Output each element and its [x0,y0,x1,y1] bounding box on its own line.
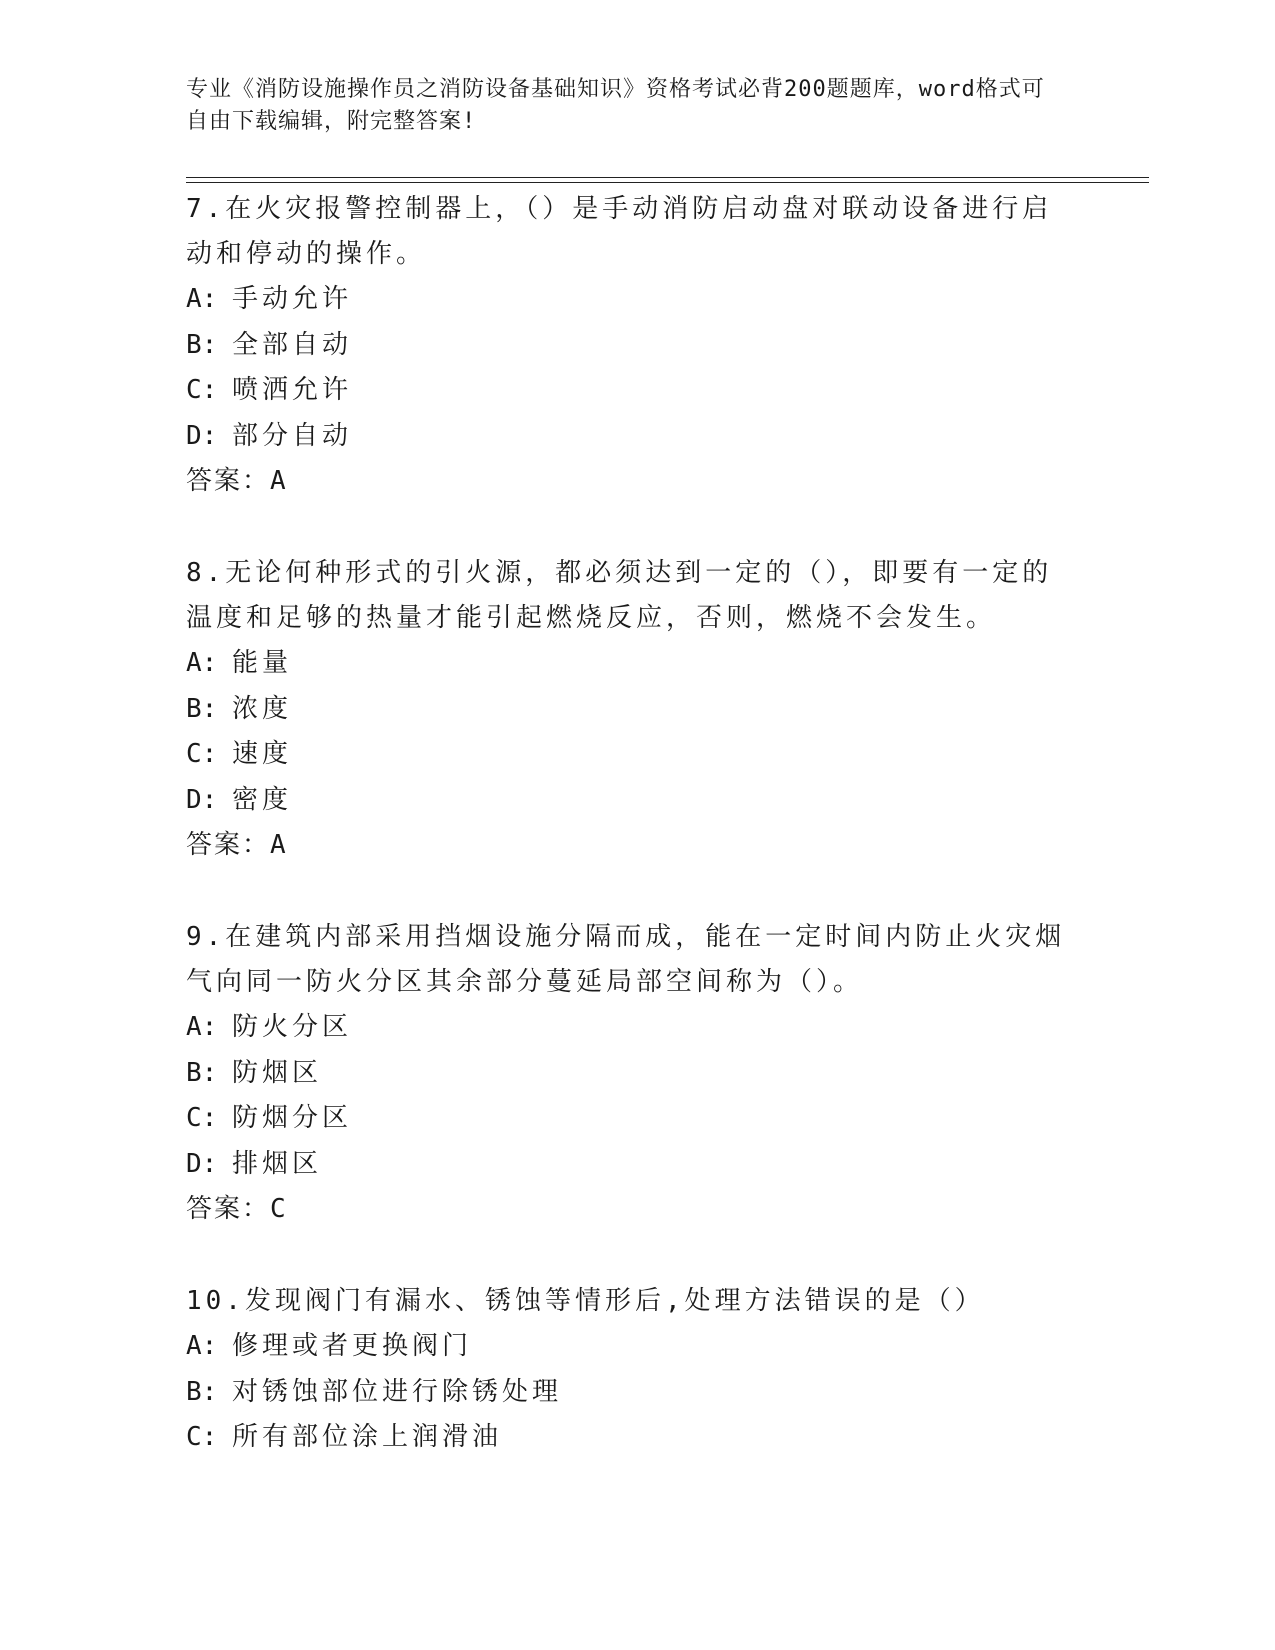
option-c [186,368,1066,414]
option-letter: A: [186,1012,218,1042]
question-text: 10.发现阀门有漏水、锈蚀等情形后,处理方法错误的是（） [186,1286,985,1316]
question-text: 7.在火灾报警控制器上，（）是手动消防启动盘对联动设备进行启动和停动的操作。 [186,194,1053,269]
option-letter: A: [186,284,218,314]
question-7 [186,187,1066,504]
question-text: 9.在建筑内部采用挡烟设施分隔而成，能在一定时间内防止火灾烟气向同一防火分区其余部分蔓延局部空间称为（）。 [186,922,1066,997]
option-letter: D: [186,420,218,451]
answer: 答案：A [186,466,288,496]
option-a [186,1324,1066,1370]
option-text: 喷洒允许 [232,375,353,405]
option-b [186,1370,1066,1416]
option-text: 手动允许 [232,284,353,314]
header-divider-top [186,177,1149,178]
option-d [186,778,1066,824]
option-letter: B: [186,1057,218,1088]
question-9 [186,915,1066,1232]
option-text: 防烟区 [232,1057,323,1088]
option-a [186,641,1066,687]
option-a [186,1005,1066,1051]
option-letter: B: [186,1376,218,1407]
option-b [186,1051,1066,1097]
option-letter: D: [186,1148,218,1179]
answer: 答案：C [186,1194,288,1224]
option-b [186,687,1066,733]
option-text: 浓度 [232,693,293,724]
option-letter: B: [186,329,218,360]
option-text: 对锈蚀部位进行除锈处理 [232,1376,563,1407]
option-text: 能量 [232,648,293,678]
option-c [186,1096,1066,1142]
option-letter: A: [186,648,218,678]
option-letter: C: [186,1103,218,1133]
option-letter: B: [186,693,218,724]
option-d [186,1142,1066,1188]
question-10 [186,1279,1066,1461]
option-c [186,732,1066,778]
option-letter: C: [186,375,218,405]
option-d [186,414,1066,460]
question-8 [186,551,1066,868]
option-text: 防烟分区 [232,1103,353,1133]
option-text: 修理或者更换阀门 [232,1331,473,1361]
option-c [186,1415,1066,1461]
answer: 答案：A [186,830,288,860]
option-text: 排烟区 [232,1148,323,1179]
option-text: 密度 [232,784,293,815]
option-text: 所有部位涂上润滑油 [232,1422,503,1452]
option-text: 速度 [232,739,293,769]
document-header: 专业《消防设施操作员之消防设备基础知识》资格考试必背200题题库，word格式可自由下载编辑，附完整答案! [186,77,1045,134]
option-letter: C: [186,1422,218,1452]
option-text: 防火分区 [232,1012,353,1042]
option-text: 部分自动 [232,420,353,451]
option-text: 全部自动 [232,329,353,360]
option-b [186,323,1066,369]
header-divider-bottom [186,182,1149,183]
option-a [186,277,1066,323]
option-letter: A: [186,1331,218,1361]
option-letter: C: [186,739,218,769]
option-letter: D: [186,784,218,815]
question-text: 8.无论何种形式的引火源，都必须达到一定的（），即要有一定的温度和足够的热量才能引起燃烧反应，否则，燃烧不会发生。 [186,558,1053,633]
